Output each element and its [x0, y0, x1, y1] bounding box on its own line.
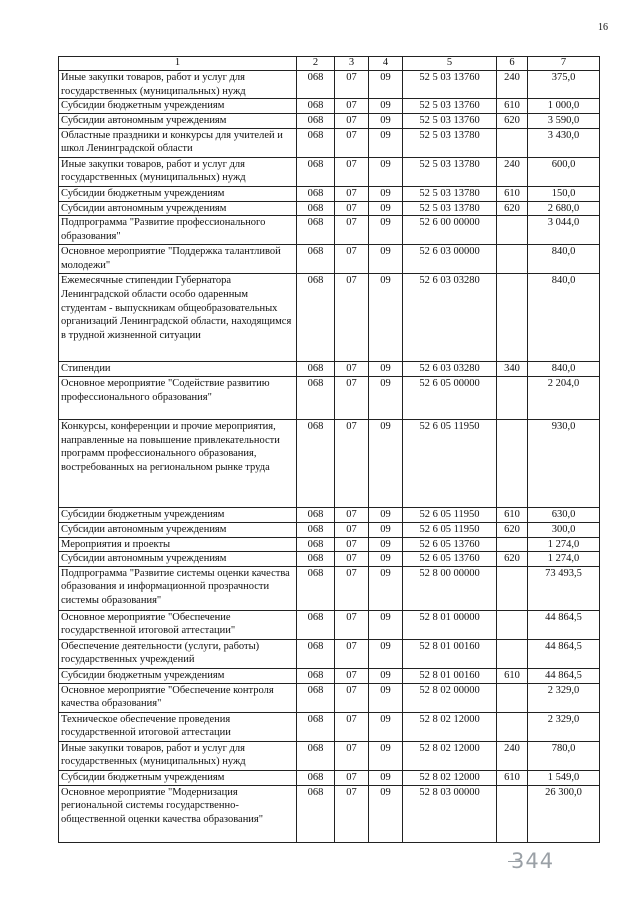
row-expense-type [497, 274, 528, 362]
row-amount: 2 329,0 [528, 712, 600, 741]
row-target-code: 52 6 05 00000 [403, 376, 497, 419]
row-expense-type: 340 [497, 362, 528, 377]
table-row [59, 566, 600, 610]
row-expense-type: 610 [497, 507, 528, 522]
row-section: 07 [335, 785, 369, 842]
row-amount: 1 000,0 [528, 99, 600, 114]
row-name: Основное мероприятие "Содействие развитию профессионального образования" [59, 376, 297, 419]
row-name: Субсидии бюджетным учреждениям [59, 99, 297, 114]
row-gov-code: 068 [297, 566, 335, 610]
row-gov-code: 068 [297, 770, 335, 785]
row-amount: 300,0 [528, 522, 600, 537]
table-row [59, 362, 600, 377]
table-row [59, 785, 600, 842]
col-header: 6 [497, 57, 528, 71]
table-row [59, 216, 600, 245]
row-expense-type: 240 [497, 157, 528, 186]
row-expense-type [497, 610, 528, 639]
row-section: 07 [335, 186, 369, 201]
col-header: 2 [297, 57, 335, 71]
row-subsection: 09 [369, 186, 403, 201]
row-name: Конкурсы, конференции и прочие мероприятия, направленные на повышение привлекательности программ профессионального образования, востребованных на региональном рынке труда [59, 419, 297, 507]
row-target-code: 52 8 03 00000 [403, 785, 497, 842]
row-expense-type [497, 245, 528, 274]
table-row [59, 99, 600, 114]
row-name: Субсидии автономным учреждениям [59, 552, 297, 567]
row-subsection: 09 [369, 522, 403, 537]
row-target-code: 52 6 05 11950 [403, 507, 497, 522]
row-section: 07 [335, 741, 369, 770]
table-row [59, 741, 600, 770]
table-row [59, 507, 600, 522]
row-subsection: 09 [369, 785, 403, 842]
row-target-code: 52 8 01 00000 [403, 610, 497, 639]
row-expense-type: 610 [497, 186, 528, 201]
row-amount: 3 590,0 [528, 114, 600, 129]
table-row [59, 770, 600, 785]
row-gov-code: 068 [297, 639, 335, 668]
row-name: Иные закупки товаров, работ и услуг для государственных (муниципальных) нужд [59, 157, 297, 186]
row-section: 07 [335, 683, 369, 712]
row-section: 07 [335, 552, 369, 567]
row-subsection: 09 [369, 683, 403, 712]
row-section: 07 [335, 157, 369, 186]
row-expense-type [497, 128, 528, 157]
row-section: 07 [335, 114, 369, 129]
row-subsection: 09 [369, 376, 403, 419]
row-expense-type: 240 [497, 71, 528, 99]
row-gov-code: 068 [297, 376, 335, 419]
row-expense-type: 620 [497, 114, 528, 129]
table-row [59, 157, 600, 186]
row-expense-type: 620 [497, 201, 528, 216]
row-subsection: 09 [369, 537, 403, 552]
row-amount: 840,0 [528, 274, 600, 362]
row-gov-code: 068 [297, 610, 335, 639]
row-name: Техническое обеспечение проведения государственной итоговой аттестации [59, 712, 297, 741]
row-name: Подпрограмма "Развитие системы оценки качества образования и информационной прозрачности системы образования" [59, 566, 297, 610]
row-amount: 600,0 [528, 157, 600, 186]
row-subsection: 09 [369, 770, 403, 785]
row-target-code: 52 5 03 13780 [403, 128, 497, 157]
row-name: Мероприятия и проекты [59, 537, 297, 552]
row-gov-code: 068 [297, 537, 335, 552]
row-gov-code: 068 [297, 71, 335, 99]
row-expense-type [497, 419, 528, 507]
row-amount: 44 864,5 [528, 639, 600, 668]
row-target-code: 52 8 02 12000 [403, 770, 497, 785]
row-gov-code: 068 [297, 245, 335, 274]
row-gov-code: 068 [297, 683, 335, 712]
row-expense-type: 610 [497, 668, 528, 683]
row-target-code: 52 5 03 13780 [403, 201, 497, 216]
row-name: Основное мероприятие "Обеспечение государственной итоговой аттестации" [59, 610, 297, 639]
row-amount: 930,0 [528, 419, 600, 507]
row-target-code: 52 5 03 13760 [403, 71, 497, 99]
row-gov-code: 068 [297, 552, 335, 567]
row-section: 07 [335, 639, 369, 668]
page-number: 16 [598, 22, 608, 33]
row-target-code: 52 5 03 13760 [403, 99, 497, 114]
row-amount: 840,0 [528, 245, 600, 274]
table-row [59, 245, 600, 274]
row-expense-type [497, 683, 528, 712]
row-section: 07 [335, 128, 369, 157]
row-amount: 26 300,0 [528, 785, 600, 842]
row-target-code: 52 6 05 11950 [403, 419, 497, 507]
row-amount: 375,0 [528, 71, 600, 99]
table-row [59, 71, 600, 99]
row-target-code: 52 8 02 12000 [403, 712, 497, 741]
row-gov-code: 068 [297, 201, 335, 216]
row-target-code: 52 6 05 13760 [403, 537, 497, 552]
row-target-code: 52 5 03 13760 [403, 114, 497, 129]
row-name: Субсидии бюджетным учреждениям [59, 507, 297, 522]
budget-table [58, 56, 600, 843]
row-subsection: 09 [369, 274, 403, 362]
row-section: 07 [335, 419, 369, 507]
row-amount: 840,0 [528, 362, 600, 377]
row-section: 07 [335, 362, 369, 377]
col-header: 3 [335, 57, 369, 71]
table-row [59, 552, 600, 567]
row-section: 07 [335, 274, 369, 362]
row-amount: 3 430,0 [528, 128, 600, 157]
row-amount: 73 493,5 [528, 566, 600, 610]
row-gov-code: 068 [297, 362, 335, 377]
row-amount: 1 549,0 [528, 770, 600, 785]
row-subsection: 09 [369, 419, 403, 507]
table-row [59, 376, 600, 419]
row-amount: 780,0 [528, 741, 600, 770]
row-gov-code: 068 [297, 419, 335, 507]
row-name: Субсидии бюджетным учреждениям [59, 186, 297, 201]
col-header: 5 [403, 57, 497, 71]
row-section: 07 [335, 376, 369, 419]
row-amount: 150,0 [528, 186, 600, 201]
row-amount: 2 680,0 [528, 201, 600, 216]
table-row [59, 274, 600, 362]
table-row [59, 128, 600, 157]
row-amount: 630,0 [528, 507, 600, 522]
row-subsection: 09 [369, 712, 403, 741]
row-gov-code: 068 [297, 741, 335, 770]
row-target-code: 52 6 03 03280 [403, 274, 497, 362]
row-subsection: 09 [369, 216, 403, 245]
row-name: Субсидии автономным учреждениям [59, 114, 297, 129]
table-row [59, 537, 600, 552]
row-target-code: 52 8 00 00000 [403, 566, 497, 610]
row-name: Субсидии бюджетным учреждениям [59, 668, 297, 683]
row-subsection: 09 [369, 157, 403, 186]
row-expense-type: 610 [497, 99, 528, 114]
row-target-code: 52 6 03 00000 [403, 245, 497, 274]
row-gov-code: 068 [297, 522, 335, 537]
row-section: 07 [335, 668, 369, 683]
row-amount: 3 044,0 [528, 216, 600, 245]
row-section: 07 [335, 566, 369, 610]
row-expense-type [497, 639, 528, 668]
row-subsection: 09 [369, 114, 403, 129]
row-name: Стипендии [59, 362, 297, 377]
row-subsection: 09 [369, 741, 403, 770]
row-gov-code: 068 [297, 668, 335, 683]
row-expense-type [497, 566, 528, 610]
row-name: Ежемесячные стипендии Губернатора Ленинградской области особо одаренным студентам - выпускникам общеобразовательных организаций Ленинградской области, находящимся в трудной жизненной ситуации [59, 274, 297, 362]
row-name: Субсидии автономным учреждениям [59, 201, 297, 216]
row-section: 07 [335, 216, 369, 245]
row-target-code: 52 6 00 00000 [403, 216, 497, 245]
row-target-code: 52 8 01 00160 [403, 639, 497, 668]
row-name: Субсидии автономным учреждениям [59, 522, 297, 537]
row-gov-code: 068 [297, 128, 335, 157]
row-subsection: 09 [369, 99, 403, 114]
row-section: 07 [335, 537, 369, 552]
row-name: Основное мероприятие "Модернизация региональной системы государственно-общественной оценки качества образования" [59, 785, 297, 842]
row-subsection: 09 [369, 668, 403, 683]
row-subsection: 09 [369, 552, 403, 567]
row-amount: 2 329,0 [528, 683, 600, 712]
table-header-row [59, 57, 600, 71]
row-target-code: 52 5 03 13780 [403, 186, 497, 201]
table-row [59, 114, 600, 129]
row-subsection: 09 [369, 71, 403, 99]
row-expense-type [497, 712, 528, 741]
row-target-code: 52 6 05 13760 [403, 552, 497, 567]
row-gov-code: 068 [297, 157, 335, 186]
row-name: Областные праздники и конкурсы для учителей и школ Ленинградской области [59, 128, 297, 157]
table-row [59, 201, 600, 216]
row-section: 07 [335, 507, 369, 522]
row-gov-code: 068 [297, 99, 335, 114]
row-section: 07 [335, 245, 369, 274]
row-subsection: 09 [369, 566, 403, 610]
row-expense-type: 240 [497, 741, 528, 770]
row-name: Субсидии бюджетным учреждениям [59, 770, 297, 785]
row-amount: 1 274,0 [528, 537, 600, 552]
row-subsection: 09 [369, 201, 403, 216]
table-row [59, 683, 600, 712]
row-amount: 44 864,5 [528, 610, 600, 639]
table-row [59, 639, 600, 668]
row-target-code: 52 8 02 00000 [403, 683, 497, 712]
col-header: 1 [59, 57, 297, 71]
row-target-code: 52 5 03 13780 [403, 157, 497, 186]
row-gov-code: 068 [297, 274, 335, 362]
row-gov-code: 068 [297, 507, 335, 522]
row-expense-type [497, 216, 528, 245]
row-name: Иные закупки товаров, работ и услуг для государственных (муниципальных) нужд [59, 71, 297, 99]
row-gov-code: 068 [297, 186, 335, 201]
row-gov-code: 068 [297, 712, 335, 741]
row-expense-type [497, 785, 528, 842]
row-target-code: 52 6 03 03280 [403, 362, 497, 377]
table-row [59, 712, 600, 741]
row-section: 07 [335, 201, 369, 216]
table-row [59, 419, 600, 507]
row-gov-code: 068 [297, 114, 335, 129]
row-expense-type: 620 [497, 552, 528, 567]
row-section: 07 [335, 99, 369, 114]
row-section: 07 [335, 610, 369, 639]
table-row [59, 522, 600, 537]
row-target-code: 52 6 05 11950 [403, 522, 497, 537]
row-section: 07 [335, 770, 369, 785]
col-header: 4 [369, 57, 403, 71]
row-gov-code: 068 [297, 785, 335, 842]
row-amount: 2 204,0 [528, 376, 600, 419]
row-amount: 44 864,5 [528, 668, 600, 683]
table-row [59, 610, 600, 639]
row-expense-type: 620 [497, 522, 528, 537]
row-subsection: 09 [369, 128, 403, 157]
row-name: Подпрограмма "Развитие профессионального образования" [59, 216, 297, 245]
table-row [59, 186, 600, 201]
row-gov-code: 068 [297, 216, 335, 245]
row-subsection: 09 [369, 639, 403, 668]
row-amount: 1 274,0 [528, 552, 600, 567]
table-row [59, 668, 600, 683]
row-subsection: 09 [369, 610, 403, 639]
col-header: 7 [528, 57, 600, 71]
row-name: Обеспечение деятельности (услуги, работы) государственных учреждений [59, 639, 297, 668]
row-section: 07 [335, 71, 369, 99]
row-section: 07 [335, 522, 369, 537]
handwritten-page-stamp: 344 [511, 849, 555, 873]
row-target-code: 52 8 02 12000 [403, 741, 497, 770]
row-subsection: 09 [369, 245, 403, 274]
row-name: Иные закупки товаров, работ и услуг для государственных (муниципальных) нужд [59, 741, 297, 770]
row-subsection: 09 [369, 507, 403, 522]
row-name: Основное мероприятие "Поддержка талантливой молодежи" [59, 245, 297, 274]
row-section: 07 [335, 712, 369, 741]
row-subsection: 09 [369, 362, 403, 377]
row-expense-type: 610 [497, 770, 528, 785]
row-name: Основное мероприятие "Обеспечение контроля качества образования" [59, 683, 297, 712]
row-expense-type [497, 537, 528, 552]
row-expense-type [497, 376, 528, 419]
row-target-code: 52 8 01 00160 [403, 668, 497, 683]
